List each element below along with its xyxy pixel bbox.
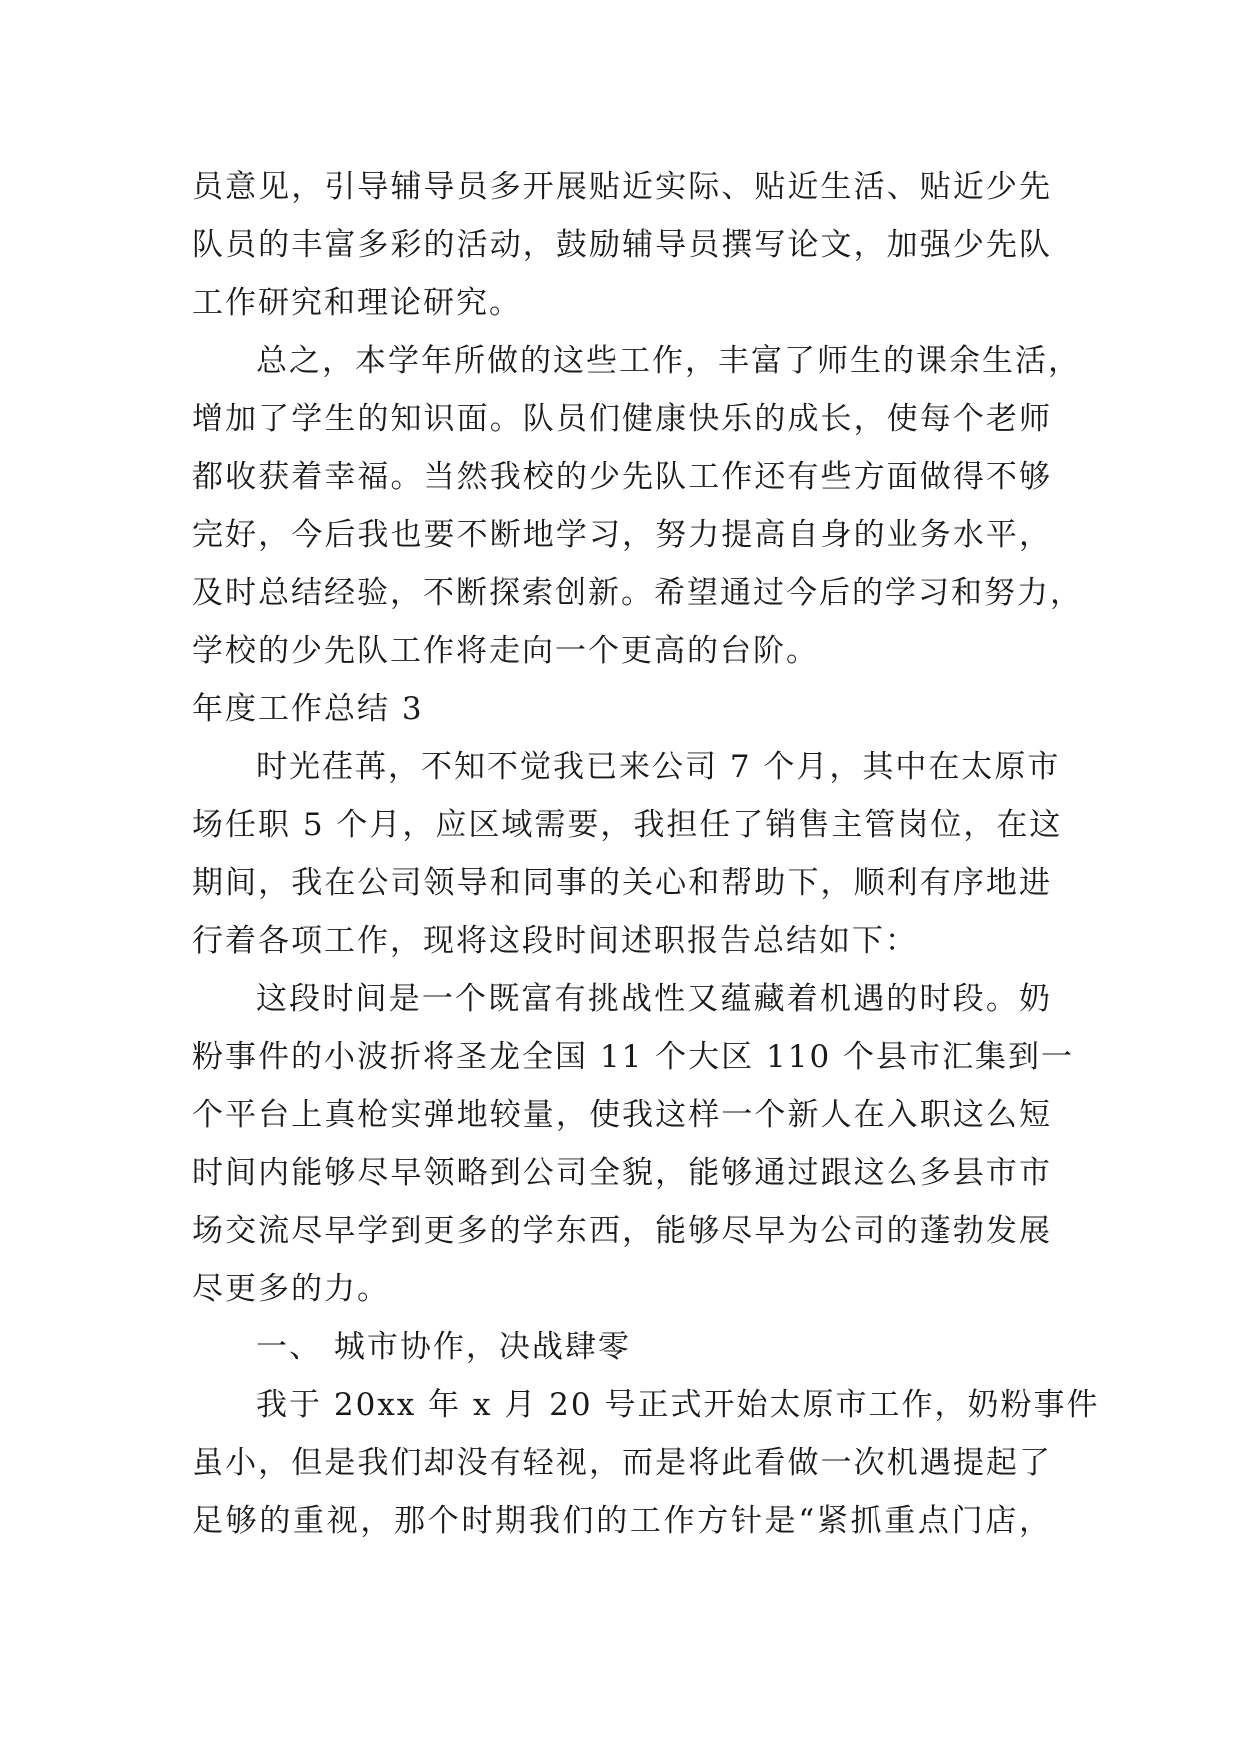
text-line: 时间内能够尽早领略到公司全貌，能够通过跟这么多县市市 [192, 1155, 1052, 1191]
subsection-title: 一、 城市协作，决战肆零 [256, 1329, 631, 1365]
text-line: 尽更多的力。 [192, 1271, 390, 1307]
paragraph [192, 970, 1075, 1318]
text-line: 个平台上真枪实弹地较量，使我这样一个新人在入职这么短 [192, 1097, 1052, 1133]
section-heading [192, 680, 1052, 738]
text-line: 时光荏苒，不知不觉我已来公司 7 个月，其中在太原市 [256, 749, 1061, 785]
paragraph [192, 332, 1083, 680]
text-line: 这段时间是一个既富有挑战性又蕴藏着机遇的时段。奶 [256, 981, 1052, 1017]
text-line: 虽小，但是我们却没有轻视，而是将此看做一次机遇提起了 [192, 1445, 1052, 1481]
text-line: 场交流尽早学到更多的学东西，能够尽早为公司的蓬勃发展 [192, 1213, 1052, 1249]
text-line: 队员的丰富多彩的活动，鼓励辅导员撰写论文，加强少先队 [192, 227, 1052, 263]
text-line: 我于 20xx 年 x 月 20 号正式开始太原市工作，奶粉事件 [256, 1387, 1100, 1423]
text-line: 粉事件的小波折将圣龙全国 11 个大区 110 个县市汇集到一 [192, 1039, 1075, 1075]
text-line: 都收获着幸福。当然我校的少先队工作还有些方面做得不够 [192, 459, 1052, 495]
subsection-heading [192, 1318, 1052, 1376]
document-body [192, 158, 1100, 1550]
text-line: 及时总结经验，不断探索创新。希望通过今后的学习和努力， [192, 575, 1083, 611]
text-line: 总之，本学年所做的这些工作，丰富了师生的课余生活， [256, 343, 1081, 379]
text-line: 增加了学生的知识面。队员们健康快乐的成长，使每个老师 [192, 401, 1052, 437]
paragraph [192, 1376, 1100, 1550]
text-line: 场任职 5 个月，应区域需要，我担任了销售主管岗位，在这 [192, 807, 1063, 843]
text-line: 学校的少先队工作将走向一个更高的台阶。 [192, 633, 819, 669]
paragraph [192, 158, 1052, 332]
text-line: 完好，今后我也要不断地学习，努力提高自身的业务水平， [192, 517, 1052, 553]
text-line: 员意见，引导辅导员多开展贴近实际、贴近生活、贴近少先 [192, 169, 1052, 205]
text-line: 足够的重视，那个时期我们的工作方针是“紧抓重点门店， [192, 1503, 1052, 1539]
text-line: 工作研究和理论研究。 [192, 285, 522, 321]
text-line: 期间，我在公司领导和同事的关心和帮助下，顺利有序地进 [192, 865, 1052, 901]
paragraph [192, 738, 1063, 970]
section-title: 年度工作总结 3 [192, 691, 424, 727]
text-line: 行着各项工作，现将这段时间述职报告总结如下： [192, 923, 918, 959]
